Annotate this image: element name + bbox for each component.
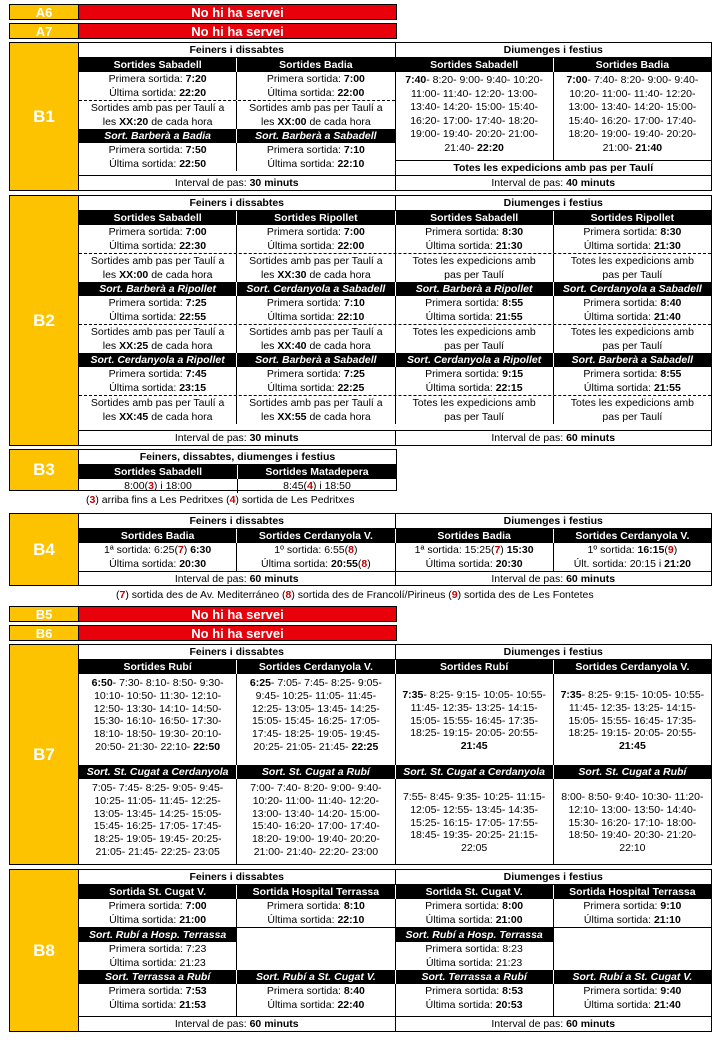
- last-departure: Última sortida: 22:25: [267, 382, 365, 394]
- no-service-banner: No hi ha servei: [79, 23, 397, 39]
- tauli-note: Sortides amb pas per Taulí a les XX:45 de cada hora: [90, 397, 225, 423]
- last-departure: Última sortida: 23:15: [109, 382, 207, 394]
- interval-info: Interval de pas: 40 minuts: [395, 176, 712, 190]
- tauli-note: Totes les expedicions amb pas per Taulí: [395, 254, 553, 282]
- empty-cell: [553, 928, 711, 970]
- departure-cell: [395, 225, 553, 253]
- last-departure: Última sortida: 21:00: [109, 914, 207, 926]
- line-b6: [9, 625, 712, 641]
- last-departure: Última sortida: 21:40: [583, 311, 681, 323]
- departure-cell: [395, 367, 553, 395]
- holiday-header: Diumenges i festius: [395, 43, 712, 57]
- last-departure: Última sortida: 21:10: [583, 914, 681, 926]
- route-header: Sort. Rubí a St. Cugat V.: [553, 970, 711, 984]
- line-b1: [9, 42, 712, 191]
- route-header: Sort. Barberà a Ripollet: [99, 283, 216, 295]
- footnote-b4: (7) sortida des de Av. Mediterráneo (8) sortida des de Francolí/Pirineus (9) sortida des de Les Fontetes: [116, 589, 594, 601]
- tauli-note: Sortides amb pas per Taulí a: [90, 102, 225, 114]
- line-label: B5: [9, 606, 79, 622]
- route-header: Sort. Barberà a Ripollet: [395, 282, 553, 296]
- line-label: B2: [9, 195, 79, 446]
- first-departure: 1º sortida: 16:15(9): [553, 543, 711, 557]
- timetable-list: 7:00- 7:40- 8:20- 9:00- 9:40- 10:20- 11:00- 11:40- 12:20- 13:00- 13:40- 14:20- 15:00- 15:40- 16:20- 17:00- 17:40- 18:20- 19:00- 19:40- 20:20- 21:00- 21:40: [553, 72, 711, 160]
- stop-header: Sortides Matadepera: [237, 465, 396, 479]
- schedule-table: [79, 869, 712, 1032]
- weekday-header: Feiners i dissabtes: [189, 515, 285, 527]
- first-departure: Primera sortida: 8:30: [425, 226, 524, 238]
- holiday-header: Diumenges i festius: [395, 196, 712, 210]
- stop-header: Sortides Cerdanyola V.: [236, 660, 394, 674]
- line-b7: [9, 644, 712, 865]
- no-service-banner: No hi ha servei: [79, 606, 397, 622]
- departure-cell: [79, 899, 236, 927]
- departure-cell: [79, 225, 236, 253]
- route-header: Sort. St. Cugat a Cerdanyola: [86, 766, 229, 778]
- stop-header: Sortides Sabadell: [395, 211, 553, 225]
- last-departure: Última sortida: 21:40: [583, 999, 681, 1011]
- first-departure: Primera sortida: 8:40: [266, 985, 365, 997]
- route-header: Sort. St. Cugat a Rubí: [236, 765, 394, 779]
- last-departure: Última sortida: 22:55: [109, 311, 207, 323]
- departure-times: 8:45(4) i 18:50: [237, 479, 396, 493]
- first-departure: Primera sortida: 7:25: [108, 297, 207, 309]
- departure-cell: [553, 367, 711, 395]
- departure-cell: [79, 296, 236, 324]
- departure-cell: [553, 899, 711, 927]
- interval-info: Interval de pas: 60 minuts: [395, 431, 712, 445]
- stop-header: Sortides Sabadell: [113, 466, 203, 478]
- route-header: Sort. Cerdanyola a Ripollet: [395, 353, 553, 367]
- line-b3: [9, 449, 712, 491]
- first-departure: Primera sortida: 9:10: [583, 900, 682, 912]
- stop-header: Sortides Rubí: [395, 660, 553, 674]
- first-departure: 1ª sortida: 15:25(7) 15:30: [395, 543, 553, 557]
- stop-header: Sortides Cerdanyola V.: [553, 660, 711, 674]
- no-service-banner: No hi ha servei: [79, 625, 397, 641]
- stop-header: Sortides Sabadell: [113, 212, 202, 224]
- line-b4: [9, 513, 712, 586]
- line-label: B4: [9, 513, 79, 586]
- line-label: B7: [9, 644, 79, 865]
- route-header: Sort. Cerdanyola a Sabadell: [236, 282, 394, 296]
- interval-info: Interval de pas: 60 minuts: [174, 573, 299, 585]
- timetable-list: 6:25- 7:05- 7:45- 8:25- 9:05- 9:45- 10:25- 11:05- 11:45- 12:25- 13:05- 13:45- 14:25- 15:05- 15:45- 16:25- 17:05- 17:45- 18:25- 19:05- 19:45- 20:25- 21:05- 21:45- 22:25: [236, 674, 394, 765]
- stop-header: Sortida St. Cugat V.: [109, 886, 207, 898]
- tauli-note: Sortides amb pas per Taulí a les XX:00 de cada hora: [90, 255, 225, 281]
- holiday-header: Diumenges i festius: [395, 870, 712, 884]
- departure-cell: [236, 899, 394, 927]
- last-departure: Última sortida: 20:30: [109, 558, 207, 570]
- first-departure: Primera sortida: 8:40: [583, 297, 682, 309]
- last-departure: Última sortida: 21:55: [583, 382, 681, 394]
- first-departure: Primera sortida: 8:53: [425, 985, 524, 997]
- first-departure: Primera sortida: 7:23: [108, 943, 207, 955]
- tauli-note: Sortides amb pas per Taulí a: [236, 101, 394, 115]
- first-departure: 1º sortida: 6:55(8): [236, 543, 394, 557]
- no-service-banner: No hi ha servei: [79, 4, 397, 20]
- departure-cell: [395, 928, 553, 970]
- timetable-list: 7:55- 8:45- 9:35- 10:25- 11:15- 12:05- 12:55- 13:45- 14:35- 15:25- 16:15- 17:05- 17:55- 18:45- 19:35- 20:25- 21:15- 22:05: [395, 779, 553, 864]
- route-header: Sort. Rubí a Hosp. Terrassa: [396, 928, 553, 942]
- line-b8: [9, 869, 712, 1032]
- stop-header: Sortida St. Cugat V.: [395, 885, 553, 899]
- route-header: Sort. Rubí a St. Cugat V.: [236, 970, 394, 984]
- holiday-header: Diumenges i festius: [395, 645, 712, 659]
- first-departure: Primera sortida: 8:23: [425, 943, 523, 955]
- last-departure: Última sortida: 22:40: [267, 999, 365, 1011]
- stop-header: Sortida Hospital Terrassa: [553, 885, 711, 899]
- last-departure: Última sortida: 22:00: [267, 240, 365, 252]
- first-departure: Primera sortida: 7:25: [266, 368, 365, 380]
- route-header: Sort. Cerdanyola a Ripollet: [90, 354, 225, 366]
- first-departure: Primera sortida: 7:10: [266, 297, 365, 309]
- departure-cell: [395, 296, 553, 324]
- departure-cell: [553, 225, 711, 253]
- line-label: B3: [9, 449, 79, 491]
- first-departure: Primera sortida: 8:55: [583, 368, 682, 380]
- departure-cell: [395, 984, 553, 1016]
- empty-cell: [236, 928, 394, 970]
- line-a7: [9, 23, 712, 39]
- last-departure: Última sortida: 21:55: [425, 311, 523, 323]
- first-departure: Primera sortida: 8:10: [266, 900, 365, 912]
- timetable-list: 7:35- 8:25- 9:15- 10:05- 10:55- 11:45- 12:35- 13:25- 14:15- 15:05- 15:55- 16:45- 17:35- 18:25- 19:15- 20:05- 20:55- 21:45: [395, 674, 553, 765]
- route-header: Sort. Barberà a Badia: [104, 130, 212, 142]
- last-departure: Última sortida: 21:23: [109, 957, 206, 969]
- departure-cell: [79, 984, 236, 1016]
- last-departure: Última sortida: 21:30: [583, 240, 681, 252]
- line-b5: [9, 606, 712, 622]
- stop-header: Sortides Sabadell: [113, 59, 202, 71]
- weekday-header: Feiners i dissabtes: [189, 44, 285, 56]
- first-departure: Primera sortida: 8:55: [425, 297, 524, 309]
- route-header: Sort. Terrassa a Rubí: [395, 970, 553, 984]
- stop-header: Sortides Ripollet: [236, 211, 394, 225]
- first-departure: Primera sortida: 7:50: [108, 144, 207, 156]
- last-departure: Última sortida: 22:50: [109, 158, 207, 170]
- interval-info: Interval de pas: 30 minuts: [174, 177, 299, 189]
- line-b2: [9, 195, 712, 446]
- departure-cell: [79, 367, 236, 395]
- interval-info: Interval de pas: 60 minuts: [395, 572, 712, 586]
- last-departure: Última sortida: 22:10: [267, 311, 365, 323]
- first-departure: Primera sortida: 7:00: [108, 226, 207, 238]
- departure-cell: [79, 928, 236, 970]
- tauli-note: Totes les expedicions amb pas per Taulí: [553, 325, 711, 353]
- timetable-list: 7:00- 7:40- 8:20- 9:00- 9:40- 10:20- 11:00- 11:40- 12:20- 13:00- 13:40- 14:20- 15:00- 15:40- 16:20- 17:00- 17:40- 18:20- 19:00- 19:40- 20:20- 21:00- 21:40- 22:20- 23:00: [236, 779, 394, 864]
- departure-cell: [553, 296, 711, 324]
- footnote-b3: (3) arriba fins a Les Pedritxes (4) sortida de Les Pedritxes: [86, 494, 355, 506]
- route-header: Sort. St. Cugat a Cerdanyola: [395, 765, 553, 779]
- last-departure: Última sortida: 21:53: [109, 999, 207, 1011]
- weekday-header: Feiners i dissabtes: [189, 646, 285, 658]
- departure-cell: [236, 225, 394, 253]
- first-departure: Primera sortida: 7:00: [108, 900, 207, 912]
- tauli-note: Totes les expedicions amb pas per Taulí: [553, 254, 711, 282]
- stop-header: Sortides Cerdanyola V.: [553, 529, 711, 543]
- line-label: B8: [9, 869, 79, 1032]
- last-departure: Última sortida: 20:53: [425, 999, 523, 1011]
- timetable-list: 7:05- 7:45- 8:25- 9:05- 9:45- 10:25- 11:05- 11:45- 12:25- 13:05- 13:45- 14:25- 15:05- 15:45- 16:25- 17:05- 17:45- 18:25- 19:05- 19:45- 20:25- 21:05- 21:45- 22:25- 23:05: [91, 782, 224, 858]
- last-departure: Última sortida: 20:30: [395, 557, 553, 571]
- weekday-header: Feiners i dissabtes: [189, 871, 285, 883]
- tauli-note: les XX:20 de cada hora: [102, 116, 213, 128]
- schedule-table: [79, 195, 712, 446]
- timetable-list: 6:50- 7:30- 8:10- 8:50- 9:30- 10:10- 10:50- 11:30- 12:10- 12:50- 13:30- 14:10- 14:50- 15:30- 16:10- 16:50- 17:30- 18:10- 18:50- 19:30- 20:10- 20:50- 21:30- 22:10- 22:50: [91, 677, 224, 753]
- first-departure: Primera sortida: 7:53: [108, 985, 207, 997]
- departure-cell: [236, 984, 394, 1016]
- route-header: Sort. Cerdanyola a Sabadell: [553, 282, 711, 296]
- route-header: Sort. Terrassa a Rubí: [105, 971, 211, 983]
- interval-info: Interval de pas: 60 minuts: [174, 1018, 299, 1030]
- last-departure: Última sortida: 21:23: [425, 957, 523, 969]
- schedule-table: [79, 644, 712, 865]
- first-departure: Primera sortida: 9:15: [425, 368, 524, 380]
- first-departure: Primera sortida: 9:40: [583, 985, 682, 997]
- stop-header: Sortides Badia: [236, 58, 394, 72]
- first-departure: 1ª sortida: 6:25(7) 6:30: [104, 544, 212, 556]
- route-header: Sort. St. Cugat a Rubí: [553, 765, 711, 779]
- tauli-note: Sortides amb pas per Taulí a les XX:40 de cada hora: [236, 325, 394, 353]
- departure-cell: [236, 367, 394, 395]
- route-header: Sort. Barberà a Sabadell: [236, 129, 394, 143]
- tauli-note: Totes les expedicions amb pas per Taulí: [395, 396, 553, 424]
- stop-header: Sortides Ripollet: [553, 211, 711, 225]
- interval-info: Interval de pas: 60 minuts: [395, 1017, 712, 1031]
- line-label: B6: [9, 625, 79, 641]
- last-departure: Última sortida: 21:30: [425, 240, 523, 252]
- tauli-note: Sortides amb pas per Taulí a les XX:25 de cada hora: [90, 326, 225, 352]
- last-departure: Última sortida: 22:00: [236, 86, 394, 100]
- last-departure: Última sortida: 22:30: [109, 240, 207, 252]
- schedule-table: [79, 513, 712, 586]
- timetable-list: 8:00- 8:50- 9:40- 10:30- 11:20- 12:10- 13:00- 13:50- 14:40- 15:30- 16:20- 17:10- 18:00- 18:50- 19:40- 20:30- 21:20- 22:10: [553, 779, 711, 864]
- departure-times: 8:00(3) i 18:00: [124, 480, 192, 492]
- last-departure: Última sortida: 22:15: [425, 382, 523, 394]
- stop-header: Sortides Cerdanyola V.: [236, 529, 394, 543]
- tauli-note: Totes les expedicions amb pas per Taulí: [553, 396, 711, 424]
- schedule-table: [79, 42, 712, 191]
- tauli-note: Sortides amb pas per Taulí a les XX:55 de cada hora: [236, 396, 394, 424]
- first-departure: Primera sortida: 7:20: [108, 73, 207, 85]
- stop-header: Sortida Hospital Terrassa: [236, 885, 394, 899]
- schedule-table: [79, 449, 397, 491]
- tauli-note: Totes les expedicions amb pas per Taulí: [395, 325, 553, 353]
- route-header: Sort. Barberà a Sabadell: [236, 353, 394, 367]
- last-departure: Última sortida: 22:10: [236, 157, 394, 171]
- stop-header: Sortides Badia: [553, 58, 711, 72]
- first-departure: Primera sortida: 8:00: [425, 900, 524, 912]
- line-label: A7: [9, 23, 79, 39]
- tauli-note: les XX:00 de cada hora: [236, 115, 394, 129]
- stop-header: Sortides Sabadell: [430, 59, 519, 71]
- timetable-list: 7:40- 8:20- 9:00- 9:40- 10:20- 11:00- 11:40- 12:20- 13:00- 13:40- 14:20- 15:00- 15:40- 16:20- 17:00- 17:40- 18:20- 19:00- 19:40- 20:20- 21:00- 21:40- 22:20: [405, 74, 543, 154]
- last-departure: Últ. sortida: 20:15 i 21:20: [553, 557, 711, 571]
- stop-header: Sortides Rubí: [123, 661, 192, 673]
- route-header: Sort. Rubí a Hosp. Terrassa: [79, 928, 236, 942]
- weekday-header: Feiners i dissabtes: [189, 197, 285, 209]
- line-a6: [9, 4, 712, 20]
- last-departure: Última sortida: 22:10: [267, 914, 365, 926]
- first-departure: Primera sortida: 7:10: [236, 143, 394, 157]
- line-label: A6: [9, 4, 79, 20]
- last-departure: Última sortida: 22:20: [109, 87, 207, 99]
- line-label: B1: [9, 42, 79, 191]
- holiday-header: Diumenges i festius: [395, 514, 712, 528]
- last-departure: Última sortida: 20:55(8): [236, 557, 394, 571]
- last-departure: Última sortida: 21:00: [425, 914, 523, 926]
- departure-cell: [395, 899, 553, 927]
- first-departure: Primera sortida: 7:45: [108, 368, 207, 380]
- first-departure: Primera sortida: 8:30: [583, 226, 682, 238]
- stop-header: Sortides Badia: [395, 529, 553, 543]
- timetable-list: 7:35- 8:25- 9:15- 10:05- 10:55- 11:45- 12:35- 13:25- 14:15- 15:05- 15:55- 16:45- 17:35- 18:25- 19:15- 20:05- 20:55- 21:45: [553, 674, 711, 765]
- first-departure: Primera sortida: 7:00: [266, 226, 365, 238]
- stop-header: Sortides Badia: [120, 530, 195, 542]
- interval-info: Interval de pas: 30 minuts: [174, 432, 299, 444]
- first-departure: Primera sortida: 7:00: [236, 72, 394, 86]
- route-header: Sort. Barberà a Sabadell: [553, 353, 711, 367]
- departure-cell: [236, 296, 394, 324]
- tauli-note: Sortides amb pas per Taulí a les XX:30 de cada hora: [236, 254, 394, 282]
- tauli-note: Totes les expedicions amb pas per Taulí: [453, 162, 654, 174]
- all-days-header: Feiners, dissabtes, diumenges i festius: [139, 451, 336, 463]
- departure-cell: [553, 984, 711, 1016]
